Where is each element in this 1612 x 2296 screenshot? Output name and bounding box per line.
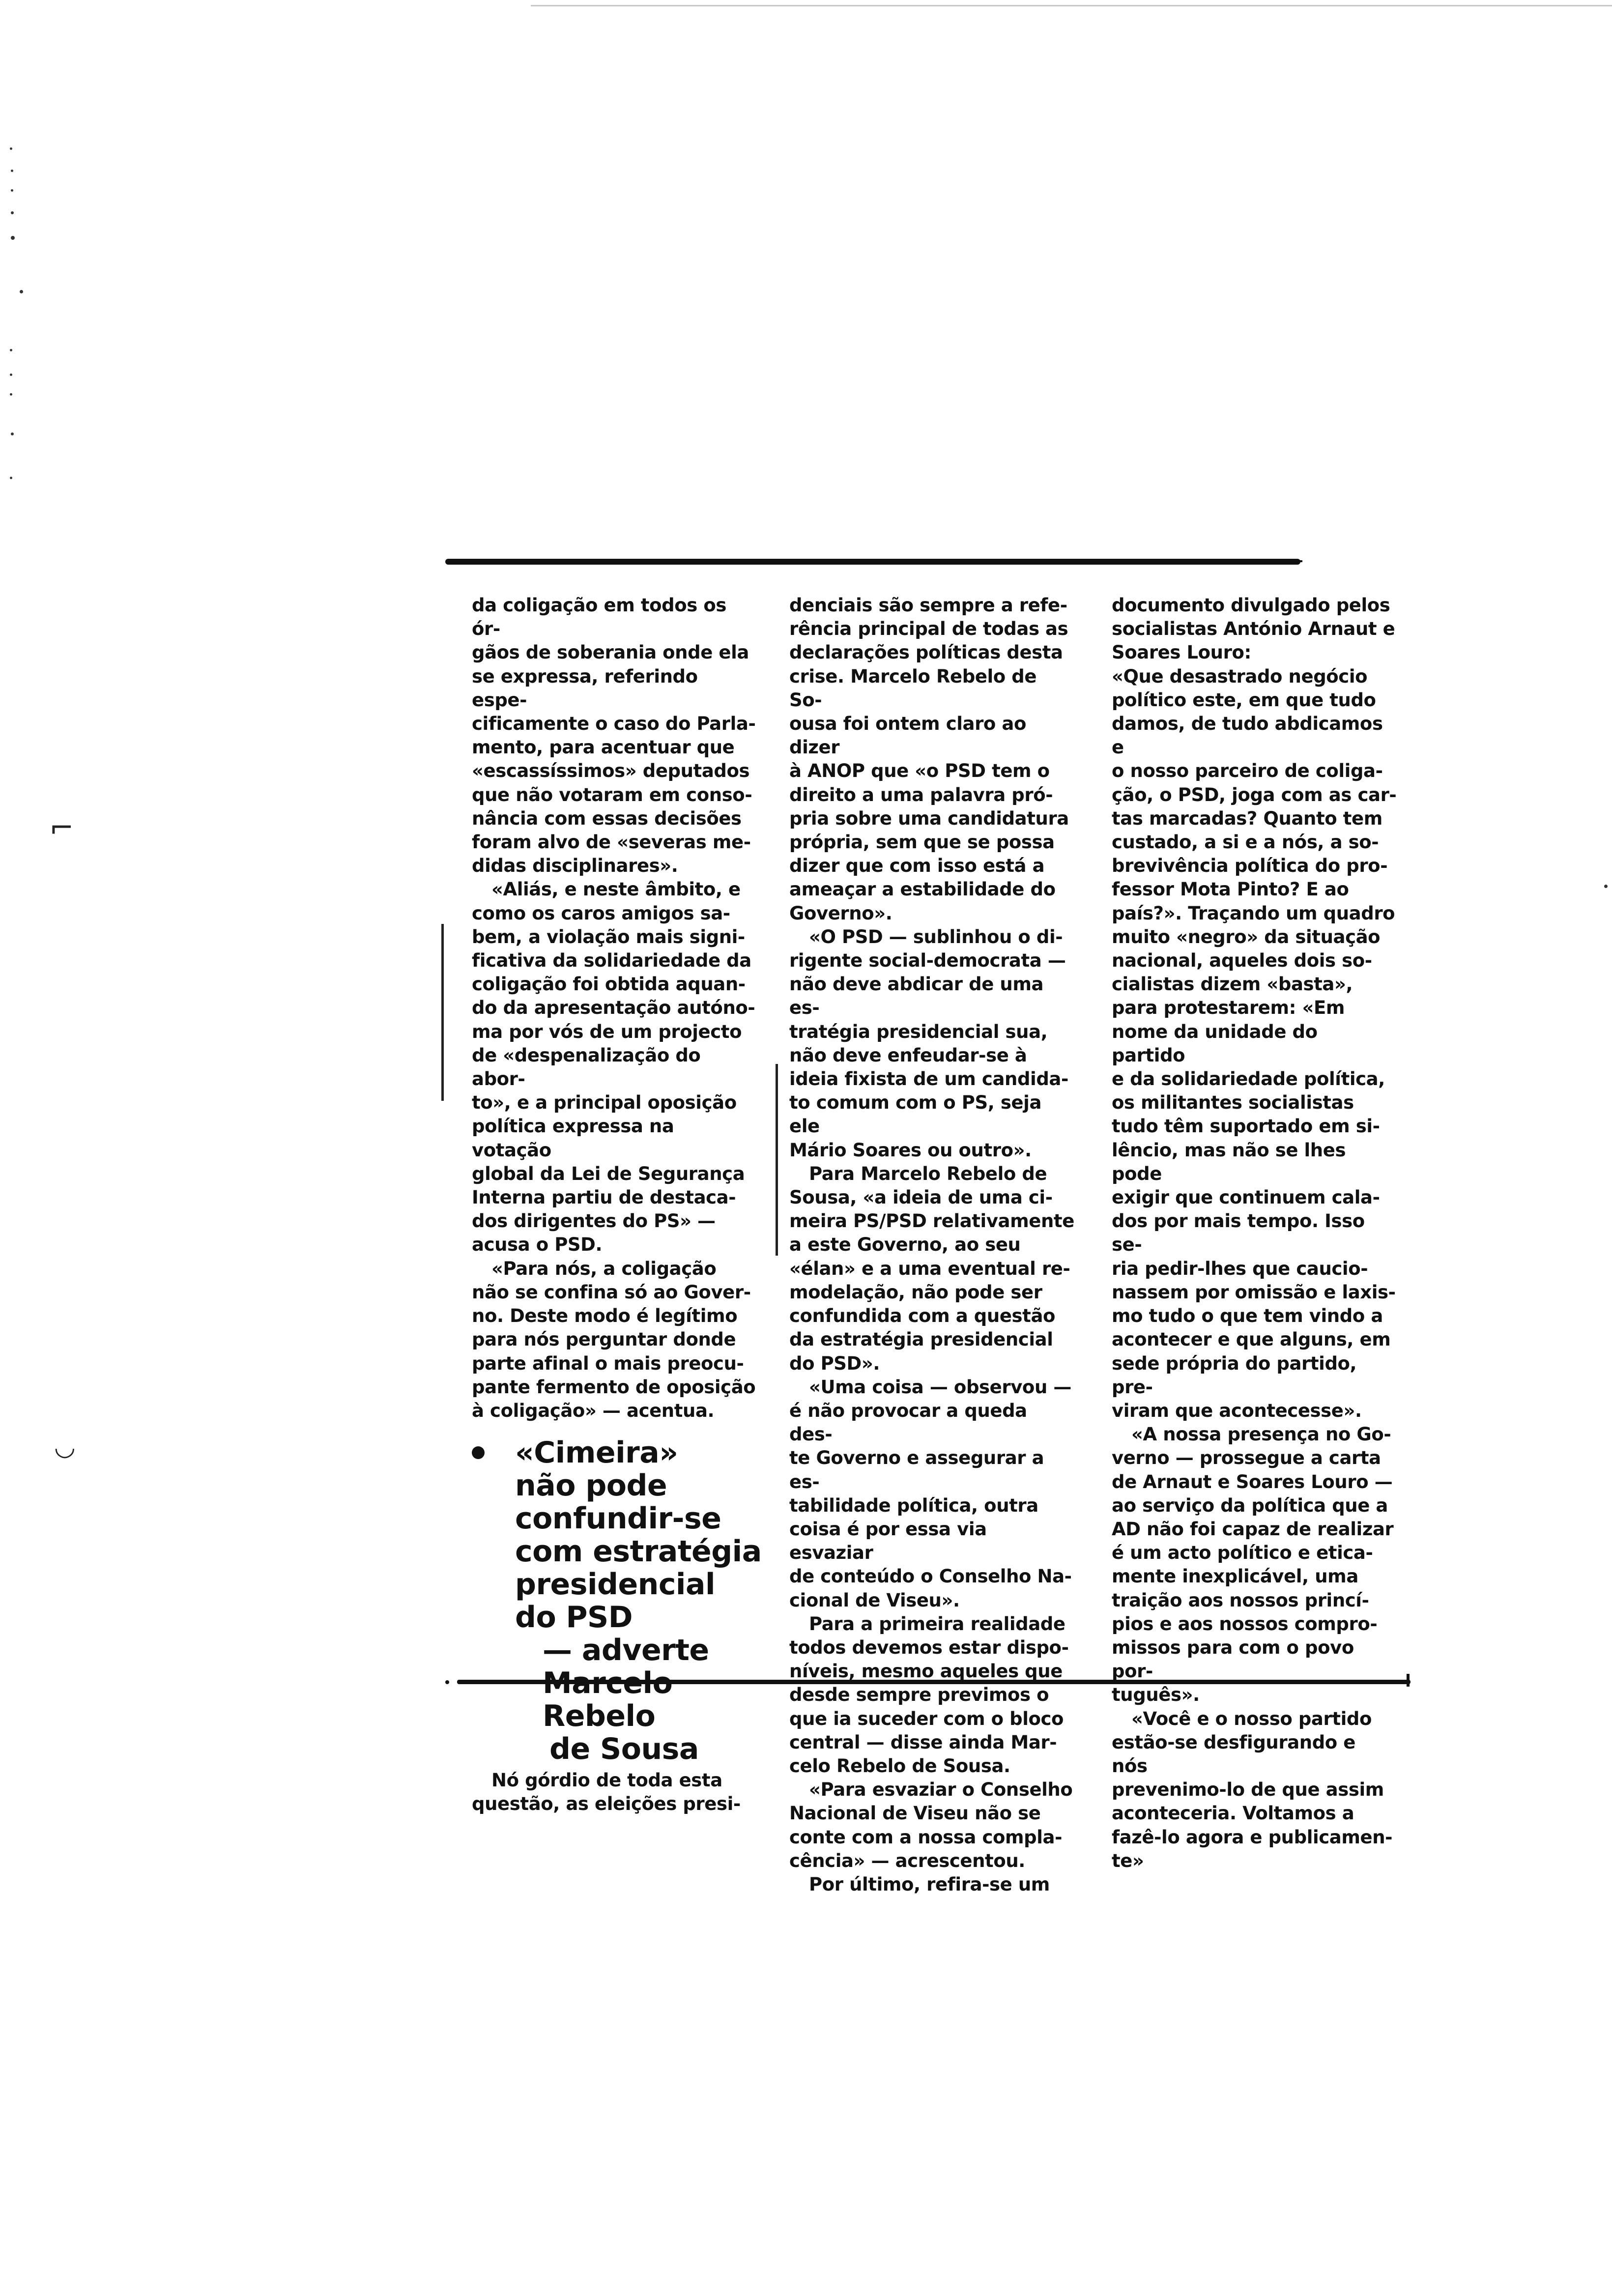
scan-speck: [10, 373, 12, 376]
paragraph: «Uma coisa — observou — é não provocar a queda des- te Governo e assegurar a es- tabilidade política, outra coisa é por essa via esvaziar de conteúdo o Conselho Na- cional de Viseu».: [789, 1376, 1072, 1611]
paragraph: Por último, refira-se um: [809, 1873, 1050, 1895]
article-bottom-rule-tick: [1407, 1674, 1410, 1687]
article-bottom-rule-dot: [445, 1680, 449, 1684]
subheading-line: de Sousa: [549, 1732, 699, 1767]
scan-speck: [11, 170, 13, 172]
subheading-line: do PSD: [515, 1600, 633, 1635]
subheading-line: Marcelo: [543, 1666, 673, 1701]
scan-edge-line: [531, 5, 1612, 6]
subheading-line: presidencial: [515, 1567, 716, 1602]
article-top-rule-end: [1273, 560, 1302, 562]
paragraph: Para a primeira realidade todos devemos estar dispo- níveis, mesmo aqueles que desde sempre previmos o que ia suceder com o bloco central — disse ainda Mar- celo Rebelo de Sousa.: [789, 1613, 1069, 1777]
scan-speck: [11, 189, 13, 192]
paragraph: «Aliás, e neste âmbito, e como os caros amigos sa- bem, a violação mais signi- ficativa da solidariedade da coligação foi obtida aquan- do da apresentação autóno- ma por vós de um projecto de «despenalização do abor- to», e a principal oposição política expressa na votação global da Lei de Segurança Interna partiu de destaca- dos dirigentes do PS» — acusa o PSD.: [472, 879, 755, 1256]
paragraph: «O PSD — sublinhou o di- rigente social-democrata — não deve abdicar de uma es- tratégia presidencial sua, não deve enfeudar-se à ideia fixista de um candida- to comum com o PS, seja ele Mário Soares ou outro».: [789, 926, 1068, 1161]
margin-mark: ◡: [54, 1433, 76, 1461]
subheading-line: «Cimeira»: [515, 1435, 678, 1470]
scan-speck: [1604, 885, 1608, 888]
paragraph: «Para esvaziar o Conselho Nacional de Viseu não se conte com a nossa compla- cência» — acrescentou.: [789, 1779, 1073, 1871]
paragraph: da coligação em todos os ór- gãos de soberania onde ela se expressa, referindo espe- cificamente o caso do Parla- mento, para acentuar que «escassíssimos» deputados que não votaram em conso- nância com essas decisões foram alvo de «severas me- didas disciplinares».: [472, 595, 756, 877]
margin-mark: ⌐: [49, 811, 74, 845]
margin-vertical-bar: [776, 1064, 778, 1256]
margin-vertical-bar: [441, 924, 444, 1101]
subheading-line: Rebelo: [543, 1699, 656, 1734]
paragraph: «Você e o nosso partido estão-se desfigurando e nós prevenimo-lo de que assim aconteceria. Voltamos a fazê-lo agora e publicamen- te»: [1112, 1708, 1393, 1871]
scan-speck: [10, 349, 12, 351]
bullet-icon: [472, 1446, 485, 1459]
scan-speck: [11, 211, 14, 214]
paragraph: documento divulgado pelos socialistas António Arnaut e Soares Louro:: [1112, 595, 1395, 663]
scan-speck: [10, 393, 12, 396]
section-subheading: [472, 1435, 762, 1767]
subheading-line: com estratégia: [515, 1534, 762, 1569]
article-top-rule: [445, 559, 1300, 565]
paragraph: «A nossa presença no Go- verno — prossegue a carta de Arnaut e Soares Louro — ao serviço da política que a AD não foi capaz de realizar é um acto político e etica- mente inexplicável, uma traição aos nossos princí- pios e aos nossos compro- missos para com o povo por- tuguês».: [1112, 1424, 1394, 1706]
article-column-3: [1112, 594, 1397, 1873]
paragraph: denciais são sempre a refe- rência principal de todas as declarações políticas desta crise. Marcelo Rebelo de So- ousa foi ontem claro ao dizer à ANOP que «o PSD tem o direito a uma palavra pró- pria sobre uma candidatura própria, sem que se possa dizer que com isso está a ameaçar a estabilidade do Governo».: [789, 595, 1069, 924]
paragraph: «Que desastrado negócio político este, em que tudo damos, de tudo abdicamos e o nosso parceiro de coliga- ção, o PSD, joga com as car- tas marcadas? Quanto tem custado, a si e a nós, a so- brevivência política do pro- fessor Mota Pinto? E ao país?». Traçando um quadro muito «negro» da situação nacional, aqueles dois so- cialistas dizem «basta», para protestarem: «Em nome da unidade do partido e da solidariedade política, os militantes socialistas tudo têm suportado em si- lêncio, mas não se lhes pode exigir que continuem cala- dos por mais tempo. Isso se- ria pedir-lhes que caucio- nassem por omissão e laxis- mo tudo o que tem vindo a acontecer e que alguns, em sede própria do partido, pre- viram que acontecesse».: [1112, 665, 1397, 1421]
article-column-2: [789, 594, 1074, 1896]
scan-speck: [10, 147, 12, 150]
subheading-line: confundir-se: [515, 1501, 721, 1536]
subheading-line: não pode: [515, 1468, 667, 1503]
article-column-1: [472, 594, 762, 1816]
paragraph: Para Marcelo Rebelo de Sousa, «a ideia de uma ci- meira PS/PSD relativamente a este Governo, ao seu «élan» e a uma eventual re- modelação, não pode ser confundida com a questão da estratégia presidencial do PSD».: [789, 1163, 1074, 1374]
scan-speck: [20, 290, 23, 293]
scan-speck: [11, 236, 15, 240]
subheading-line: — adverte: [543, 1633, 709, 1668]
scan-speck: [10, 477, 12, 479]
paragraph: Nó górdio de toda esta questão, as eleições presi-: [472, 1770, 741, 1815]
paragraph: «Para nós, a coligação não se confina só ao Gover- no. Deste modo é legítimo para nós perguntar donde parte afinal o mais preocu- pante fermento de oposição à coligação» — acentua.: [472, 1258, 756, 1421]
scan-speck: [11, 432, 14, 435]
